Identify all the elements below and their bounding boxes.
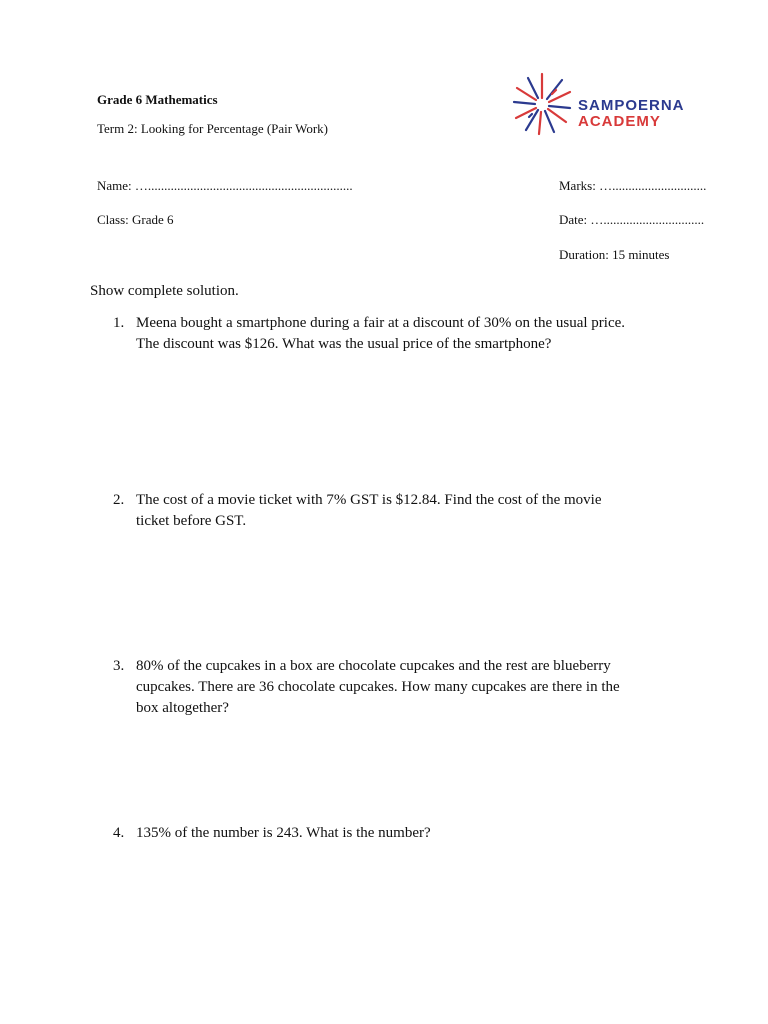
question-text: 135% of the number is 243. What is the number? xyxy=(136,825,431,841)
question-text: The cost of a movie ticket with 7% GST is $12.84. Find the cost of the movie ticket before GST. xyxy=(136,492,602,529)
date-field: Date: …............................... xyxy=(559,212,705,227)
worksheet-title: Grade 6 Mathematics xyxy=(97,92,218,107)
logo-text-academy: ACADEMY xyxy=(578,113,661,130)
question-text: Meena bought a smartphone during a fair at a discount of 30% on the usual price. The discount was $126. What was the usual price of the smartphone? xyxy=(136,315,626,352)
class-field: Class: Grade 6 xyxy=(97,212,174,227)
question-4 xyxy=(113,823,683,844)
instruction-text: Show complete solution. xyxy=(90,283,239,299)
question-number: 1. xyxy=(113,315,125,331)
marks-field: Marks: …............................. xyxy=(559,178,707,193)
question-3 xyxy=(113,656,683,719)
question-number: 4. xyxy=(113,825,125,841)
worksheet-subtitle: Term 2: Looking for Percentage (Pair Work) xyxy=(97,121,329,136)
sampoerna-academy-logo xyxy=(512,68,692,140)
question-number: 2. xyxy=(113,492,125,508)
question-2 xyxy=(113,490,683,532)
question-number: 3. xyxy=(113,658,125,674)
name-field: Name: …............................................................... xyxy=(97,178,353,193)
logo-text-sampoerna: SAMPOERNA xyxy=(578,97,685,114)
starburst-icon xyxy=(512,68,576,140)
question-1 xyxy=(113,313,683,355)
question-text: 80% of the cupcakes in a box are chocolate cupcakes and the rest are blueberry cupcakes. There are 36 chocolate cupcakes. How many cupcakes are there in the box altogether? xyxy=(136,658,620,716)
duration-field: Duration: 15 minutes xyxy=(559,247,670,262)
